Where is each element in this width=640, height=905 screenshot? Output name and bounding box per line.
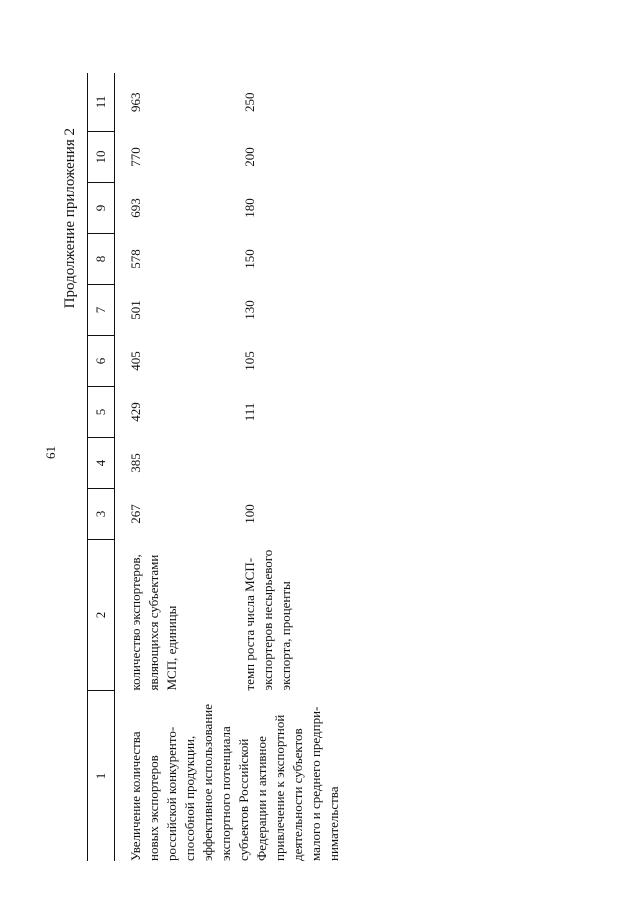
header-cell: 2 [88, 540, 115, 691]
header-cell: 9 [88, 183, 115, 234]
value-cell: 405 [128, 351, 143, 371]
header-cell: 11 [88, 73, 115, 132]
value-cell: 770 [128, 147, 143, 167]
value-cell: 693 [128, 198, 143, 218]
header-cell: 1 [88, 691, 115, 862]
goal-cell [115, 691, 344, 862]
value-cell: 111 [242, 402, 258, 422]
value-cell: 501 [128, 300, 143, 320]
page-number: 61 [43, 446, 58, 459]
table-row [115, 73, 230, 861]
value-cell: 250 [242, 92, 258, 112]
continuation-label: Продолжение приложения 2 [62, 128, 78, 309]
data-table [87, 73, 343, 861]
header-cell: 6 [88, 336, 115, 387]
header-cell: 3 [88, 489, 115, 540]
value-cell: 963 [128, 92, 143, 112]
value-cell: 385 [128, 453, 143, 473]
indicator-cell [229, 540, 343, 691]
header-cell: 5 [88, 387, 115, 438]
value-cell: 267 [128, 504, 143, 524]
value-cell [229, 438, 343, 489]
header-cell: 10 [88, 132, 115, 183]
value-cell: 100 [242, 504, 258, 524]
header-row [88, 73, 115, 861]
header-cell: 8 [88, 234, 115, 285]
value-cell: 180 [242, 198, 258, 218]
value-cell: 578 [128, 249, 143, 269]
header-cell: 7 [88, 285, 115, 336]
indicator-cell [115, 540, 230, 691]
value-cell: 150 [242, 249, 258, 269]
header-cell: 4 [88, 438, 115, 489]
indicator-text: темп роста числа МСП-экспортеров несырьевого экспорта, проценты [242, 549, 294, 691]
value-cell: 200 [242, 147, 258, 167]
value-cell: 130 [242, 300, 258, 320]
value-cell: 105 [242, 351, 258, 371]
goal-text: Увеличение количества новых экспортеров российской конкуренто-способной продукции, эффективное использование экспортного потенциала субъектов Российской Федерации и активное привлечение к экспортной деятельности субъектов малого и среднего предпри-нимательства [128, 703, 341, 861]
value-cell: 429 [128, 402, 143, 422]
indicator-text: количество экспортеров, являющихся субъектами МСП, единицы [128, 554, 179, 691]
